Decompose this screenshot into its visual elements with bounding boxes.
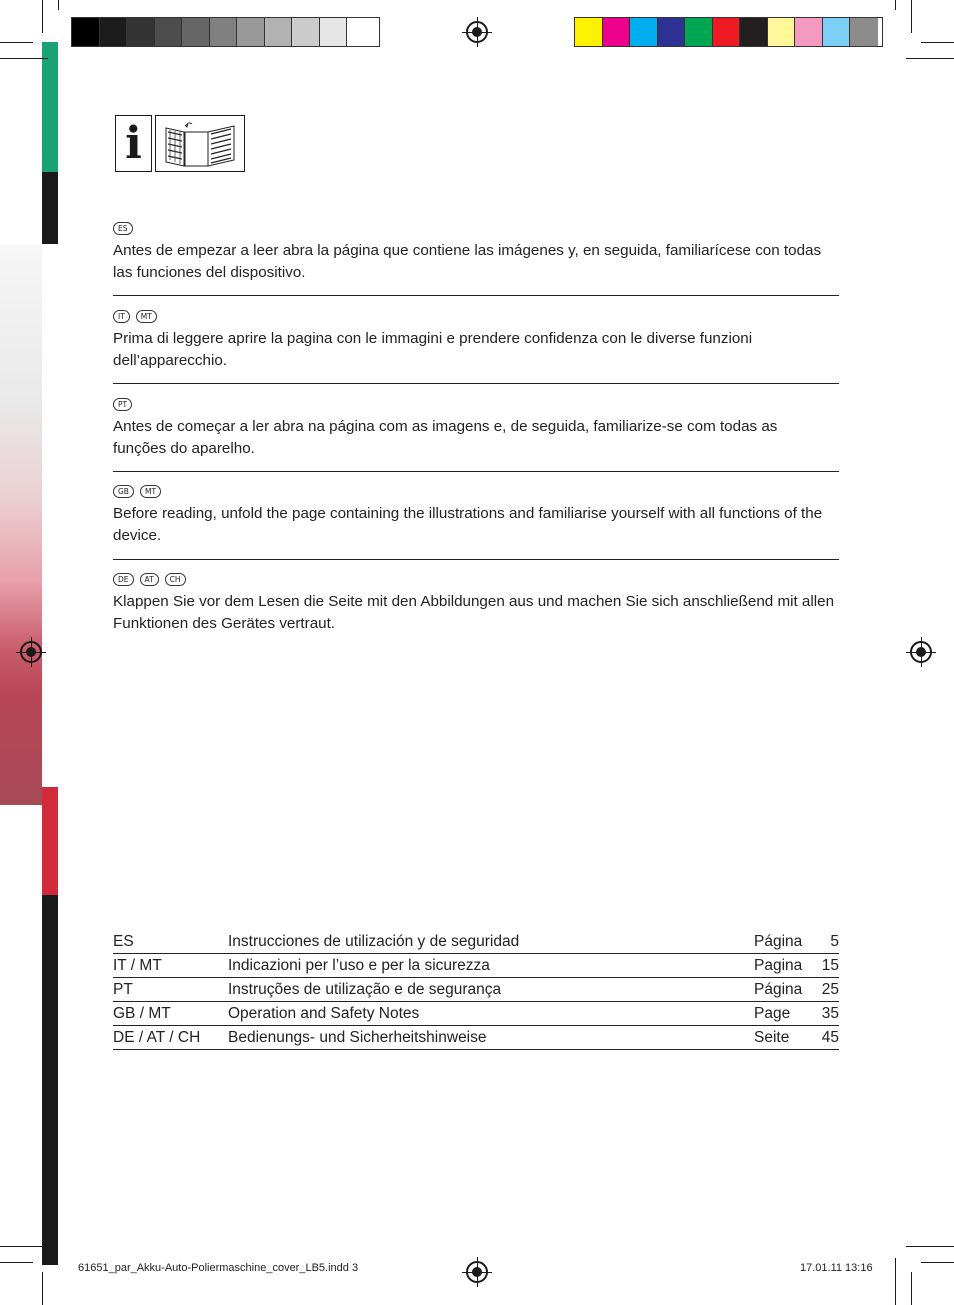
- toc-page-word: Page: [754, 1005, 791, 1022]
- crop-mark: [895, 0, 896, 10]
- toc-title: Operation and Safety Notes: [228, 1005, 420, 1022]
- toc-page-number: 15: [821, 957, 839, 974]
- toc-language-code: ES: [113, 933, 134, 950]
- toc-row: [113, 1002, 839, 1026]
- toc-title: Instrucciones de utilización y de seguridad: [228, 933, 520, 950]
- color-swatch: [100, 18, 128, 46]
- divider: [113, 295, 839, 296]
- toc-row: [113, 954, 839, 978]
- toc-language-code: GB / MT: [113, 1005, 171, 1022]
- color-swatch: [658, 18, 686, 46]
- toc-language-code: PT: [113, 981, 133, 998]
- language-badges: [113, 222, 839, 238]
- language-badge: AT: [140, 573, 159, 586]
- color-swatch: [72, 18, 100, 46]
- section-text: Prima di leggere aprire la pagina con le immagini e prendere confidenza con le diverse funzioni dell’apparecchio.: [113, 330, 753, 369]
- crop-mark: [0, 1262, 33, 1263]
- section-it-mt: [113, 310, 839, 372]
- color-swatch: [823, 18, 851, 46]
- toc-page-number: 45: [821, 1029, 839, 1046]
- edge-black-bar-lower: [42, 895, 58, 1265]
- toc-title: Indicazioni per l’uso e per la sicurezza: [228, 957, 490, 974]
- crop-mark: [42, 1272, 43, 1305]
- crop-mark: [906, 58, 954, 59]
- language-badge: ES: [113, 222, 133, 235]
- edge-black-bar: [42, 172, 58, 244]
- toc-language-code: DE / AT / CH: [113, 1029, 201, 1046]
- language-badges: [113, 485, 839, 501]
- crop-mark: [911, 0, 912, 33]
- language-badges: [113, 573, 839, 589]
- color-swatch: [630, 18, 658, 46]
- color-swatch: [320, 18, 348, 46]
- color-swatch: [237, 18, 265, 46]
- language-badge: IT: [113, 310, 130, 323]
- crop-mark: [911, 1272, 912, 1305]
- language-badge: DE: [113, 573, 134, 586]
- color-swatch: [603, 18, 631, 46]
- toc-language-code: IT / MT: [113, 957, 162, 974]
- color-swatch: [292, 18, 320, 46]
- section-es: [113, 222, 839, 284]
- section-text: Before reading, unfold the page containing the illustrations and familiarise yourself with all functions of the device.: [113, 505, 823, 544]
- crop-mark: [0, 42, 33, 43]
- language-badge: GB: [113, 485, 134, 498]
- language-badge: MT: [140, 485, 161, 498]
- language-badges: [113, 310, 839, 326]
- section-text: Klappen Sie vor dem Lesen die Seite mit den Abbildungen aus und machen Sie sich anschließend mit allen Funktionen des Gerätes vertraut.: [113, 593, 835, 632]
- language-badges: [113, 398, 839, 414]
- color-swatch: [182, 18, 210, 46]
- table-of-contents: [113, 930, 839, 1050]
- section-text: Antes de empezar a leer abra la página que contiene las imágenes y, en seguida, familiarícese con todas las funciones del dispositivo.: [113, 242, 822, 281]
- toc-row: [113, 978, 839, 1002]
- section-text: Antes de começar a ler abra na página com as imagens e, de seguida, familiarize-se com todas as funções do aparelho.: [113, 418, 778, 457]
- divider: [113, 471, 839, 472]
- crop-mark: [0, 58, 48, 59]
- edge-red-bar: [42, 787, 58, 895]
- toc-page-number: 35: [821, 1005, 839, 1022]
- registration-mark-icon: [910, 641, 932, 663]
- color-swatch: [713, 18, 741, 46]
- color-swatch: [685, 18, 713, 46]
- color-swatch: [850, 18, 878, 46]
- unfold-page-icon: [155, 115, 245, 172]
- crop-mark: [42, 0, 43, 33]
- divider: [113, 383, 839, 384]
- edge-photo-strip: [0, 245, 42, 805]
- registration-mark-icon: [466, 21, 488, 43]
- toc-title: Bedienungs- und Sicherheitshinweise: [228, 1029, 487, 1046]
- toc-row: [113, 930, 839, 954]
- toc-page-number: 25: [821, 981, 839, 998]
- color-swatch: [740, 18, 768, 46]
- edge-green-bar: [42, 42, 58, 172]
- toc-title: Instruções de utilização e de segurança: [228, 981, 502, 998]
- toc-page-word: Pagina: [754, 957, 803, 974]
- grayscale-color-bar: [71, 17, 380, 47]
- section-de-at-ch: [113, 573, 839, 635]
- process-color-bar: [574, 17, 883, 47]
- language-badge: CH: [165, 573, 186, 586]
- color-swatch: [347, 18, 375, 46]
- language-badge: MT: [136, 310, 157, 323]
- footer-filename: 61651_par_Akku-Auto-Poliermaschine_cover_LB5.indd 3: [78, 1262, 359, 1274]
- toc-row: [113, 1026, 839, 1050]
- toc-page-word: Página: [754, 981, 803, 998]
- crop-mark: [921, 42, 954, 43]
- language-badge: PT: [113, 398, 132, 411]
- registration-mark-icon: [20, 641, 42, 663]
- info-icon: i: [115, 115, 152, 172]
- footer-timestamp: 17.01.11 13:16: [800, 1262, 873, 1274]
- crop-mark: [906, 1246, 954, 1247]
- color-swatch: [127, 18, 155, 46]
- crop-mark: [0, 1246, 48, 1247]
- color-swatch: [575, 18, 603, 46]
- registration-mark-icon: [466, 1261, 488, 1283]
- color-swatch: [768, 18, 796, 46]
- crop-mark: [921, 1262, 954, 1263]
- toc-page-word: Página: [754, 933, 803, 950]
- color-swatch: [210, 18, 238, 46]
- section-pt: [113, 398, 839, 460]
- toc-page-word: Seite: [754, 1029, 790, 1046]
- color-swatch: [265, 18, 293, 46]
- crop-mark: [895, 1258, 896, 1305]
- section-gb-mt: [113, 485, 839, 547]
- color-swatch: [155, 18, 183, 46]
- toc-page-number: 5: [830, 933, 839, 950]
- crop-mark: [58, 0, 59, 10]
- color-swatch: [795, 18, 823, 46]
- divider: [113, 559, 839, 560]
